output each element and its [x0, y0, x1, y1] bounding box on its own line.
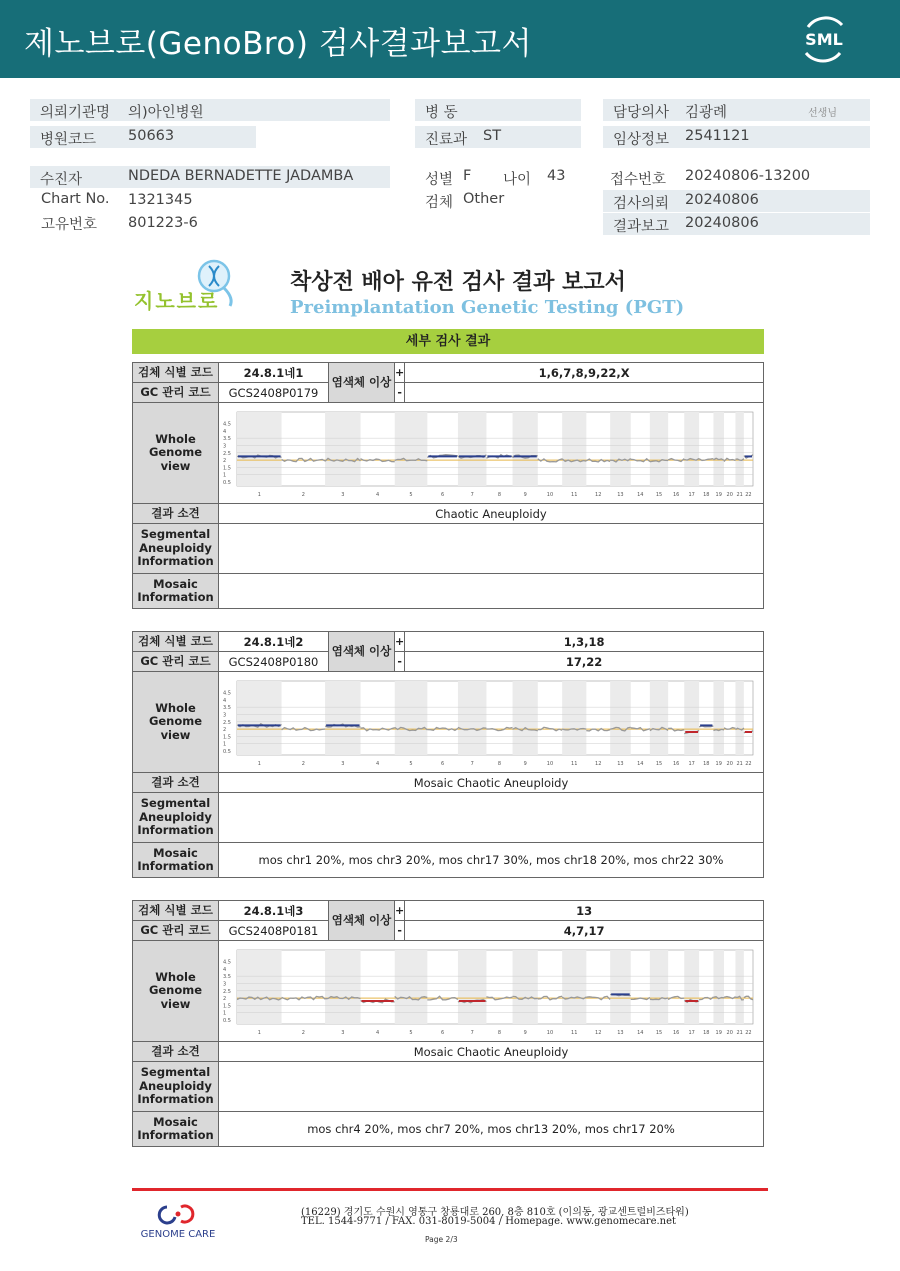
x-tick-label: 5: [409, 761, 413, 767]
x-tick-label: 20: [726, 761, 733, 767]
x-tick-label: 7: [470, 761, 474, 767]
report-title: 제노브로(GenoBro) 검사결과보고서: [24, 26, 532, 62]
unique-no-value: 801223-6: [128, 215, 198, 231]
x-tick-label: 8: [497, 492, 502, 498]
request-row: [603, 190, 870, 212]
age-label: 나이: [503, 172, 532, 188]
x-tick-label: 10: [546, 492, 554, 498]
x-tick-label: 1: [257, 761, 261, 767]
whole-genome-label: Whole Genome view: [133, 403, 219, 504]
gc-code-value: GCS2408P0179: [219, 383, 329, 403]
loss-sign: -: [395, 383, 405, 403]
finding-value: Mosaic Chaotic Aneuploidy: [219, 773, 764, 793]
x-tick-label: 16: [673, 761, 680, 767]
pgt-title-korean: 착상전 배아 유전 검사 결과 보고서: [290, 270, 626, 295]
x-tick-label: 14: [637, 1030, 644, 1036]
x-tick-label: 20: [726, 1030, 733, 1036]
mosaic-value: mos chr1 20%, mos chr3 20%, mos chr17 30%, mos chr18 20%, mos chr22 30%: [219, 843, 764, 878]
gain-sign: +: [395, 632, 405, 652]
hospital-code-row: [30, 126, 256, 148]
loss-chromosomes: 4,7,17: [405, 921, 764, 941]
receipt-value: 20240806-13200: [685, 168, 811, 184]
x-tick-label: 21: [736, 492, 743, 498]
x-tick-label: 1: [257, 1030, 261, 1036]
pgt-title-english: Preimplantation Genetic Testing (PGT): [290, 297, 685, 318]
x-tick-label: 9: [523, 1030, 527, 1036]
institution-value: 의)아인병원: [128, 105, 204, 121]
segmental-value: [219, 793, 764, 843]
y-tick-label: 0.5: [223, 480, 231, 486]
finding-label: 결과 소견: [133, 504, 219, 524]
y-tick-label: 4.5: [223, 690, 231, 697]
cnv-plot: [221, 675, 759, 769]
unique-no-label: 고유번호: [41, 217, 98, 233]
x-tick-label: 12: [595, 761, 602, 767]
hospital-code-label: 병원코드: [40, 132, 97, 148]
x-tick-label: 10: [546, 1030, 554, 1036]
x-tick-label: 3: [341, 761, 345, 767]
detail-results-banner: 세부 검사 결과: [132, 329, 764, 354]
x-tick-label: 14: [637, 492, 644, 498]
x-tick-label: 4: [376, 1030, 380, 1036]
y-tick-label: 3: [223, 712, 227, 719]
report-date-label: 결과보고: [613, 219, 670, 235]
x-tick-label: 17: [688, 761, 695, 767]
y-tick-label: 0.5: [223, 749, 231, 755]
y-tick-label: 3.5: [223, 436, 231, 443]
segmental-label: Segmental Aneuploidy Information: [133, 1062, 219, 1112]
department-row: [415, 126, 581, 148]
department-value: ST: [483, 128, 502, 144]
sample-result-table: [132, 900, 764, 1147]
patient-name: NDEDA BERNADETTE JADAMBA: [128, 168, 354, 184]
x-tick-label: 17: [688, 492, 695, 498]
loss-chromosomes: 17,22: [405, 652, 764, 672]
gc-code-value: GCS2408P0180: [219, 652, 329, 672]
sample-code-label: 검체 식별 코드: [133, 632, 219, 652]
sml-logo: [798, 13, 850, 65]
x-tick-label: 18: [703, 1030, 710, 1036]
x-tick-label: 19: [715, 761, 722, 767]
x-tick-label: 22: [745, 761, 752, 767]
x-tick-label: 18: [703, 761, 710, 767]
x-tick-label: 19: [715, 492, 722, 498]
x-tick-label: 21: [736, 761, 743, 767]
y-tick-label: 1.5: [223, 734, 231, 741]
mosaic-label: Mosaic Information: [133, 843, 219, 878]
y-tick-label: 1: [223, 472, 227, 479]
finding-value: Mosaic Chaotic Aneuploidy: [219, 1042, 764, 1062]
sample-result-table: [132, 631, 764, 878]
x-tick-label: 17: [688, 1030, 695, 1036]
gc-code-label: GC 관리 코드: [133, 921, 219, 941]
y-tick-label: 3.5: [223, 705, 231, 712]
mosaic-label: Mosaic Information: [133, 574, 219, 609]
chrom-abnormal-label: 염색체 이상: [329, 363, 395, 403]
doctor-value: 김광례: [685, 105, 728, 121]
y-tick-label: 1: [223, 1010, 227, 1017]
x-tick-label: 5: [409, 1030, 413, 1036]
patient-row: [30, 166, 390, 188]
y-tick-label: 2: [223, 458, 227, 465]
request-value: 20240806: [685, 192, 759, 208]
ward-label: 병 동: [425, 105, 458, 121]
segmental-label: Segmental Aneuploidy Information: [133, 524, 219, 574]
sample-code-label: 검체 식별 코드: [133, 363, 219, 383]
y-tick-label: 4: [223, 966, 227, 973]
request-label: 검사의뢰: [613, 196, 670, 212]
mosaic-value: [219, 574, 764, 609]
clinical-value: 2541121: [685, 128, 750, 144]
finding-label: 결과 소견: [133, 1042, 219, 1062]
header-bar: [0, 0, 900, 78]
x-tick-label: 2: [301, 492, 305, 498]
x-tick-label: 9: [523, 761, 527, 767]
x-tick-label: 21: [736, 1030, 743, 1036]
y-tick-label: 3: [223, 443, 227, 450]
genome-care-logo: [131, 1199, 226, 1241]
x-tick-label: 3: [341, 1030, 345, 1036]
whole-genome-label: Whole Genome view: [133, 672, 219, 773]
gain-chromosomes: 13: [405, 901, 764, 921]
y-tick-label: 1.5: [223, 1003, 231, 1010]
mosaic-value: mos chr4 20%, mos chr7 20%, mos chr13 20%, mos chr17 20%: [219, 1112, 764, 1147]
x-tick-label: 8: [497, 761, 502, 767]
hospital-code-value: 50663: [128, 128, 175, 144]
x-tick-label: 5: [409, 492, 413, 498]
genobro-logo: [130, 256, 250, 316]
chart-no-value: 1321345: [128, 192, 193, 208]
sex-label: 성별: [425, 172, 454, 188]
sample-code-value: 24.8.1네2: [219, 632, 329, 652]
clinical-label: 임상정보: [613, 132, 670, 148]
loss-sign: -: [395, 652, 405, 672]
x-tick-label: 6: [441, 1030, 445, 1036]
footer-contact: TEL. 1544-9771 / FAX. 031-8019-5004 / Homepage. www.genomecare.net: [301, 1216, 677, 1227]
x-tick-label: 22: [745, 492, 752, 498]
sex-value: F: [463, 168, 472, 184]
department-label: 진료과: [425, 132, 468, 148]
loss-sign: -: [395, 921, 405, 941]
y-tick-label: 4: [223, 697, 227, 704]
y-tick-label: 1.5: [223, 465, 231, 472]
sample-result-table: [132, 362, 764, 609]
finding-value: Chaotic Aneuploidy: [219, 504, 764, 524]
finding-label: 결과 소견: [133, 773, 219, 793]
report-date-value: 20240806: [685, 215, 759, 231]
x-tick-label: 15: [655, 1030, 663, 1036]
x-tick-label: 16: [673, 1030, 680, 1036]
x-tick-label: 10: [546, 761, 554, 767]
footer-divider: [132, 1188, 768, 1191]
gc-code-value: GCS2408P0181: [219, 921, 329, 941]
x-tick-label: 2: [301, 761, 305, 767]
x-tick-label: 2: [301, 1030, 305, 1036]
y-tick-label: 4.5: [223, 959, 231, 966]
x-tick-label: 13: [617, 1030, 624, 1036]
specimen-label: 검체: [425, 195, 454, 211]
y-tick-label: 2: [223, 996, 227, 1003]
specimen-value: Other: [463, 191, 505, 207]
x-tick-label: 3: [341, 492, 345, 498]
x-tick-label: 12: [595, 492, 602, 498]
chrom-abnormal-label: 염색체 이상: [329, 901, 395, 941]
segmental-value: [219, 1062, 764, 1112]
x-tick-label: 8: [497, 1030, 502, 1036]
x-tick-label: 7: [470, 492, 474, 498]
cnv-plot: [221, 944, 759, 1038]
x-tick-label: 14: [637, 761, 644, 767]
whole-genome-plot: [219, 403, 764, 504]
x-tick-label: 6: [441, 492, 445, 498]
y-tick-label: 3: [223, 981, 227, 988]
whole-genome-plot: [219, 672, 764, 773]
x-tick-label: 9: [523, 492, 527, 498]
institution-label: 의뢰기관명: [40, 105, 111, 121]
footer-address: (16229) 경기도 수원시 영통구 창룡대로 260, 8층 810호 (이의동, 광교센트럴비즈타워): [301, 1207, 689, 1218]
page-number: Page 2/3: [425, 1235, 458, 1244]
whole-genome-plot: [219, 941, 764, 1042]
receipt-label: 접수번호: [610, 172, 667, 188]
mosaic-label: Mosaic Information: [133, 1112, 219, 1147]
x-tick-label: 13: [617, 492, 624, 498]
gc-code-label: GC 관리 코드: [133, 383, 219, 403]
y-tick-label: 2.5: [223, 450, 231, 457]
x-tick-label: 4: [376, 761, 380, 767]
gc-code-label: GC 관리 코드: [133, 652, 219, 672]
clinical-row: [603, 126, 870, 148]
sample-code-value: 24.8.1네1: [219, 363, 329, 383]
age-value: 43: [547, 168, 566, 184]
x-tick-label: 6: [441, 761, 445, 767]
y-tick-label: 3.5: [223, 974, 231, 981]
x-tick-label: 15: [655, 492, 663, 498]
x-tick-label: 1: [257, 492, 261, 498]
sample-code-label: 검체 식별 코드: [133, 901, 219, 921]
x-tick-label: 13: [617, 761, 624, 767]
y-tick-label: 1: [223, 741, 227, 748]
doctor-suffix: 선생님: [808, 108, 837, 119]
y-tick-label: 4.5: [223, 421, 231, 428]
chart-no-label: Chart No.: [41, 191, 110, 207]
y-tick-label: 2.5: [223, 719, 231, 726]
x-tick-label: 7: [470, 1030, 474, 1036]
sample-code-value: 24.8.1네3: [219, 901, 329, 921]
y-tick-label: 2.5: [223, 988, 231, 995]
gain-sign: +: [395, 901, 405, 921]
x-tick-label: 20: [726, 492, 733, 498]
segmental-label: Segmental Aneuploidy Information: [133, 793, 219, 843]
cnv-plot: [221, 406, 759, 500]
y-tick-label: 2: [223, 727, 227, 734]
x-tick-label: 11: [571, 492, 578, 498]
x-tick-label: 4: [376, 492, 380, 498]
doctor-label: 담당의사: [613, 105, 670, 121]
x-tick-label: 16: [673, 492, 680, 498]
chrom-abnormal-label: 염색체 이상: [329, 632, 395, 672]
loss-chromosomes: [405, 383, 764, 403]
gain-chromosomes: 1,6,7,8,9,22,X: [405, 363, 764, 383]
x-tick-label: 11: [571, 1030, 578, 1036]
x-tick-label: 15: [655, 761, 663, 767]
y-tick-label: 4: [223, 428, 227, 435]
x-tick-label: 18: [703, 492, 710, 498]
institution-row: [30, 99, 390, 121]
report-date-row: [603, 213, 870, 235]
whole-genome-label: Whole Genome view: [133, 941, 219, 1042]
gain-chromosomes: 1,3,18: [405, 632, 764, 652]
doctor-row: [603, 99, 870, 121]
genobro-logo-text: 지노브로: [134, 289, 220, 313]
x-tick-label: 22: [745, 1030, 752, 1036]
ward-row: [415, 99, 581, 121]
segmental-value: [219, 524, 764, 574]
patient-label: 수진자: [40, 172, 83, 188]
gain-sign: +: [395, 363, 405, 383]
genome-care-logo-text: GENOME CARE: [140, 1229, 216, 1240]
y-tick-label: 0.5: [223, 1018, 231, 1024]
x-tick-label: 19: [715, 1030, 722, 1036]
sml-logo-text: SML: [805, 30, 843, 49]
x-tick-label: 12: [595, 1030, 602, 1036]
x-tick-label: 11: [571, 761, 578, 767]
